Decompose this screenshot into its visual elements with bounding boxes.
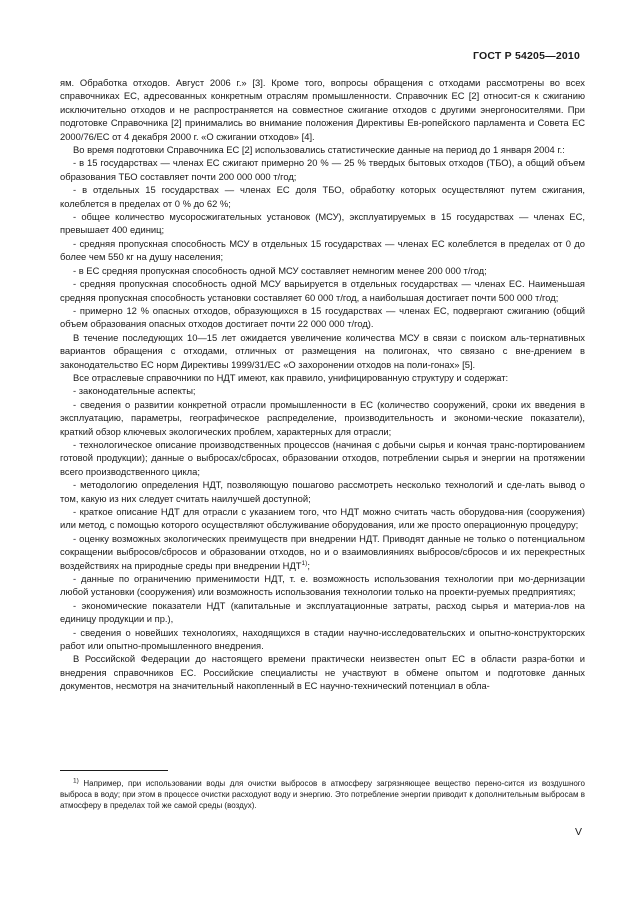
list-item: - краткое описание НДТ для отрасли с указанием того, что НДТ можно считать часть оборудова-ния (сооружения) или метод, с помощью которого осуществляют обслуживание оборудования, или же просто операционную процедуру; <box>60 506 585 531</box>
paragraph-statistics-intro: Во время подготовки Справочника ЕС [2] использовались статистические данные на период до 1 января 2004 г.: <box>73 144 565 156</box>
list-item: - методологию определения НДТ, позволяющую пошагово рассмотреть несколько технологий и сде-лать вывод о том, какую из них следует считать наилучшей доступной; <box>60 479 585 504</box>
list-item: - средняя пропускная способность одной МСУ варьируется в отдельных государствах — членах ЕС. Наименьшая средняя пропускная способность установки составляет 60 000 т/год, а наибольшая достигает почти 500 000 т/год; <box>60 278 585 303</box>
list-item: - средняя пропускная способность МСУ в отдельных 15 государствах — членах ЕС колеблется в пределах от 0 до более чем 550 кг на душу населения; <box>60 237 585 263</box>
paragraph-continuation: ям. Обработка отходов. Август 2006 г.» [3]. Кроме того, вопросы обращения с отходами рассмотрены во всех справочниках ЕС, адресованных конкретным отраслям промышленности. Справочник ЕС [2] относит-ся к сжиганию исключительно отходов и не распространяется на совместное сжигание отходов с другими энергоносителями. При подготовке Справочника [2] принимались во внимание положения Директивы Ев-ропейского парламента и Совета ЕС 2000/76/ЕС от 4 декабря 2000 г. «О сжигании отходов» [4]. <box>60 77 585 142</box>
page-number: V <box>574 826 582 838</box>
paragraph-forecast: В течение последующих 10—15 лет ожидается увеличение количества МСУ в связи с поиском аль-тернативных вариантов обращения с отходами, отличных от размещения на полигонах, что связано с вне-дрением в законодательство ЕС норм Директивы 1999/31/ЕС «О захоронении отходов на поли-гонах» [5]. <box>60 331 585 370</box>
list-item: - общее количество мусоросжигательных установок (МСУ), эксплуатируемых в 15 государствах — членах ЕС, превышает 400 единиц; <box>60 211 585 236</box>
list-item: - сведения о новейших технологиях, находящихся в стадии научно-исследовательских и опытно-конструкторских работ или опытно-промышленного внедрения. <box>60 626 585 652</box>
list-item-text: - оценку возможных экологических преимуществ при внедрении НДТ. Приводят данные не только о потенциальном сокращении выбросов/сбросов и образовании отходов, но и о взаимовлияниях выбросов/сбросов и их перекрестных воздействиях на природные среды при внедрении НДТ <box>60 532 585 571</box>
list-item: - в ЕС средняя пропускная способность одной МСУ составляет немногим менее 200 000 т/год; <box>73 264 487 276</box>
list-item-with-footnote <box>60 532 585 572</box>
footnote-marker: 1) <box>73 777 79 785</box>
list-item: - в отдельных 15 государствах — членах ЕС доля ТБО, обработку которых осуществляют путем сжигания, колеблется в пределах от 0 % до 62 %; <box>60 184 585 209</box>
paragraph-russian-federation: В Российской Федерации до настоящего времени практически неизвестен опыт ЕС в области разра-ботки и внедрения справочников ЕС. Российские специалисты не участвуют в обмене опытом и подготовке данных документов, несмотря на значительный накопленный в ЕС научно-технический потенциал в обла- <box>60 653 585 692</box>
list-item: - сведения о развитии конкретной отрасли промышленности в ЕС (количество сооружений, сроки их введения в эксплуатацию, параметры, географическое распределение, производительность и экономи-ческие показатели), краткий обзор ключевых экологических проблем, характерных для отрасли; <box>60 398 585 437</box>
page-header-standard: ГОСТ Р 54205—2010 <box>472 50 580 62</box>
list-item: - данные по ограничению применимости НДТ, т. е. возможность использования технологии при мо-дернизации любой установки (сооружения) или возможность использования технологии только на проекти-руемых предприятиях; <box>60 573 585 598</box>
list-item: - технологическое описание производственных процессов (начиная с добычи сырья и кончая транс-портированием готовой продукции); данные о выбросах/сбросах, образовании отходов, потреблении сырья и энергии на протяжении всего производственного цикла; <box>60 438 585 477</box>
list-item: - в 15 государствах — членах ЕС сжигают примерно 20 % — 25 % твердых бытовых отходов (ТБО), а общий объем образования ТБО составляет почти 200 000 000 т/год; <box>60 157 585 182</box>
footnote-separator <box>60 770 168 771</box>
list-item-suffix: ; <box>307 559 310 571</box>
footnote-text: Например, при использовании воды для очистки выбросов в атмосферу загрязняющее вещество перено-сится из воздушного выброса в воду; при этом в процессе очистки расходуют воду и энергию. Это потребление энергии приводит к дополнительным выбросам в атмосферу в пределах той же самой среды (воздух). <box>60 779 585 810</box>
footnote-reference: 1) <box>301 559 308 567</box>
footnote <box>60 778 585 811</box>
body-text <box>60 76 585 693</box>
list-item: - законодательные аспекты; <box>73 385 196 397</box>
paragraph-structure-intro: Все отраслевые справочники по НДТ имеют, как правило, унифицированную структуру и содержат: <box>73 371 509 383</box>
list-item: - экономические показатели НДТ (капитальные и эксплуатационные затраты, расход сырья и материа-лов на единицу продукции и пр.), <box>60 599 585 625</box>
list-item: - примерно 12 % опасных отходов, образующихся в 15 государствах — членах ЕС, подвергают сжиганию (общий объем образования опасных отходов достигает почти 22 000 000 т/год). <box>60 304 585 330</box>
